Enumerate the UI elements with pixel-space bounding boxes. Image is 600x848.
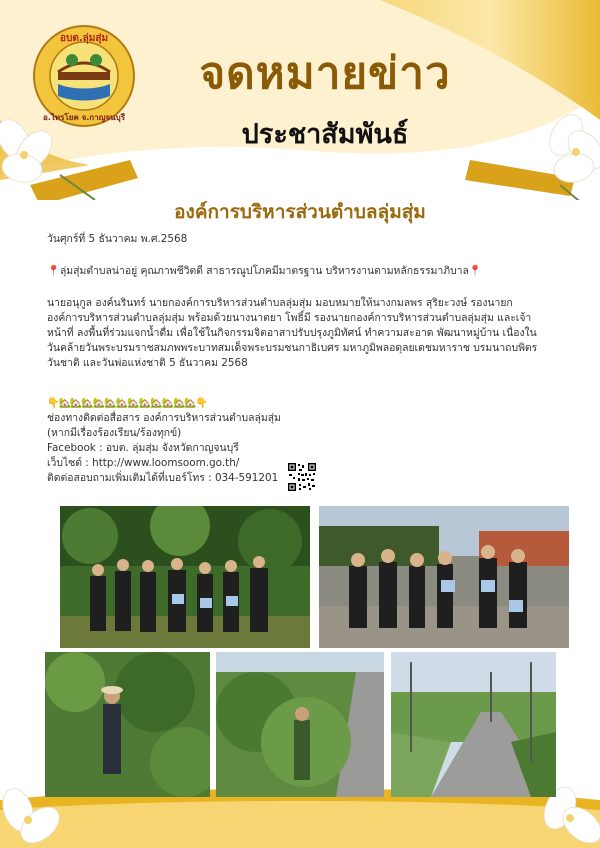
photo-group-forest bbox=[60, 506, 310, 648]
photo-cleared-road bbox=[391, 652, 556, 797]
photo-roadside-cleanup bbox=[216, 652, 384, 797]
logo-bottom-text: อ.ไทรโยค จ.กาญจนบุรี bbox=[43, 113, 125, 122]
body-text bbox=[47, 296, 557, 371]
body-line: วันชาติ และวันพ่อแห่งชาติ 5 ธันวาคม 2568 bbox=[47, 357, 248, 369]
newsletter-subtitle: ประชาสัมพันธ์ bbox=[241, 119, 409, 150]
emoji-divider: 👇🏡🏡🏡🏡🏡🏡🏡🏡🏡🏡🏡🏡👇 bbox=[47, 398, 208, 409]
body-line: องค์การบริหารส่วนตำบลลุ่มสุ่ม พร้อมด้วยนางนาตยา โพธิ์มี รองนายกองค์การบริหารส่วนตำบลลุ่มสุ่ม และเจ้า bbox=[47, 312, 532, 324]
body-line: หน้าที่ ลงพื้นที่ร่วมแจกน้ำดื่ม เพื่อใช้ในกิจกรรมจิตอาสาปรับปรุงภูมิทัศน์ ทำความสะอาด พัฒนาหมู่บ้าน เนื่องใน bbox=[47, 327, 537, 339]
headline: 📍ลุ่มสุ่มตำบลน่าอยู่ คุณภาพชีวิตดี สาธารณูปโภคมีมาตรฐาน บริหารงานตามหลักธรรมาภิบาล📍 bbox=[47, 265, 482, 277]
post-date: วันศุกร์ที่ 5 ธันวาคม พ.ศ.2568 bbox=[47, 233, 188, 245]
contact-title: ช่องทางติดต่อสื่อสาร องค์การบริหารส่วนตำบลลุ่มสุ่ม bbox=[47, 412, 281, 424]
photo-group-road bbox=[319, 506, 569, 648]
organization-logo bbox=[32, 24, 136, 128]
organization-name: องค์การบริหารส่วนตำบลลุ่มสุ่ม bbox=[174, 201, 426, 223]
logo-top-text: อบต.ลุ่มสุ่ม bbox=[59, 33, 109, 44]
phone-number: ติดต่อสอบถามเพิ่มเติมได้ที่เบอร์โทร : 034-591201 bbox=[47, 472, 279, 484]
qr-code[interactable] bbox=[287, 462, 317, 492]
facebook-link[interactable]: Facebook : อบต. ลุ่มสุ่ม จังหวัดกาญจนบุรี bbox=[47, 442, 239, 454]
contact-note: (หากมีเรื่องร้องเรียน/ร้องทุกข์) bbox=[47, 427, 182, 439]
newsletter-title: จดหมายข่าว bbox=[199, 48, 451, 99]
body-line: วันคล้ายวันพระบรมราชสมภพพระบาทสมเด็จพระบรมชนกาธิเบศร มหาภูมิพลอดุลยเดชมหาราช บรมนาถบพิตร bbox=[47, 342, 538, 354]
website-link[interactable]: เว็บไซต์ : http://www.loomsoom.go.th/ bbox=[47, 457, 240, 469]
body-line: นายอนุกูล องค์นรินทร์ นายกองค์การบริหารส่วนตำบลลุ่มสุ่ม มอบหมายให้นางกมลพร สุริยะวงษ์ รองนายก bbox=[47, 297, 513, 309]
photo-clearing-bushes bbox=[45, 652, 210, 797]
